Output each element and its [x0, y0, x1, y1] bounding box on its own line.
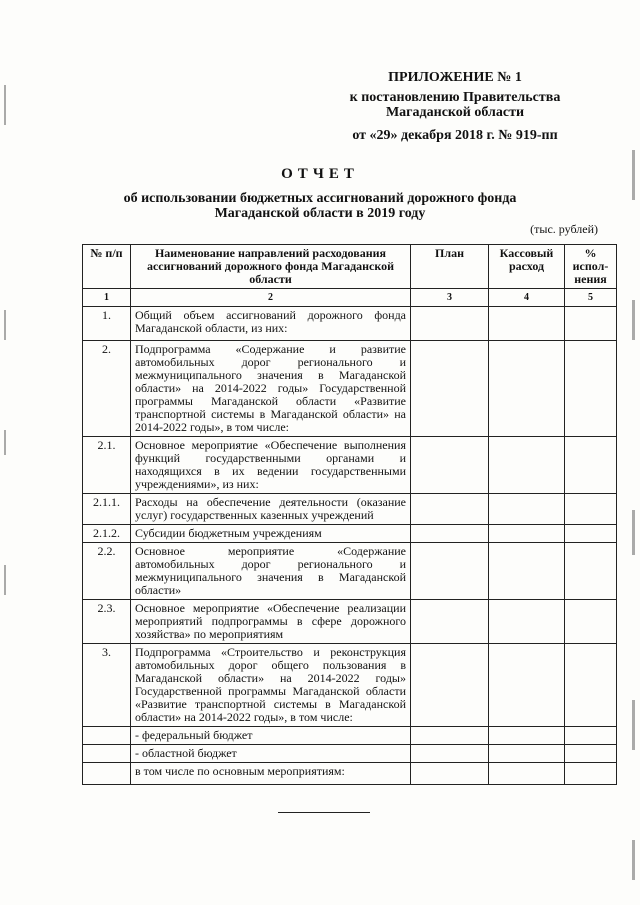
scan-mark-left-1	[4, 85, 6, 125]
plan-cell	[411, 543, 489, 600]
row-name: Общий объем ассигнований дорожного фонда Магаданской области, из них:	[131, 307, 411, 341]
cash-cell	[489, 543, 565, 600]
plan-cell	[411, 494, 489, 525]
plan-cell	[411, 745, 489, 763]
cash-cell	[489, 341, 565, 437]
percent-cell	[565, 763, 617, 785]
row-number	[83, 763, 131, 785]
scan-mark-left-3	[4, 430, 6, 455]
annex-to: к постановлению Правительства	[349, 90, 561, 105]
scan-mark-right-4	[632, 700, 635, 750]
column-number-row	[83, 289, 617, 307]
row-name: Основное мероприятие «Обеспечение выполнения функций государственными органами и находящихся в их ведении государственными учреждениями», из них:	[131, 437, 411, 494]
plan-cell	[411, 644, 489, 727]
plan-cell	[411, 600, 489, 644]
column-number: 3	[411, 289, 489, 307]
percent-cell	[565, 307, 617, 341]
percent-cell	[565, 543, 617, 600]
column-number: 4	[489, 289, 565, 307]
table-row	[83, 745, 617, 763]
cash-cell	[489, 727, 565, 745]
row-number: 2.1.2.	[83, 525, 131, 543]
scan-mark-right-3	[632, 510, 635, 555]
report-title: ОТЧЕТ	[281, 166, 359, 182]
row-name: Подпрограмма «Строительство и реконструкция автомобильных дорог общего пользования в Магаданской области» на 2014-2022 годы» Государственной программы Магаданской области «Развитие транспортной системы в Магаданской области» на 2014-2022 годы», в том числе:	[131, 644, 411, 727]
plan-cell	[411, 307, 489, 341]
row-number: 2.2.	[83, 543, 131, 600]
row-name: Расходы на обеспечение деятельности (оказание услуг) государственных казенных учреждений	[131, 494, 411, 525]
header-number: № п/п	[83, 245, 131, 289]
header-percent: % испол-нения	[565, 245, 617, 289]
scan-mark-left-2	[4, 310, 6, 340]
plan-cell	[411, 727, 489, 745]
table-row	[83, 341, 617, 437]
percent-cell	[565, 745, 617, 763]
column-number: 2	[131, 289, 411, 307]
table-row	[83, 307, 617, 341]
cash-cell	[489, 600, 565, 644]
row-number: 2.	[83, 341, 131, 437]
table-row	[83, 644, 617, 727]
report-table	[82, 244, 617, 785]
header-cash: Кассовый расход	[489, 245, 565, 289]
plan-cell	[411, 763, 489, 785]
row-number: 2.3.	[83, 600, 131, 644]
plan-cell	[411, 437, 489, 494]
footer-divider	[278, 812, 370, 813]
scan-mark-right-5	[632, 840, 635, 880]
plan-cell	[411, 341, 489, 437]
percent-cell	[565, 525, 617, 543]
row-name: Основное мероприятие «Содержание автомобильных дорог регионального и межмуниципального значения в Магаданской области»	[131, 543, 411, 600]
column-number: 1	[83, 289, 131, 307]
table-header-row	[83, 245, 617, 289]
percent-cell	[565, 644, 617, 727]
cash-cell	[489, 763, 565, 785]
row-name: - федеральный бюджет	[131, 727, 411, 745]
table-row	[83, 437, 617, 494]
scan-mark-left-4	[4, 565, 6, 595]
cash-cell	[489, 644, 565, 727]
header-plan: План	[411, 245, 489, 289]
table-row	[83, 727, 617, 745]
row-name: Основное мероприятие «Обеспечение реализации мероприятий подпрограммы в сфере дорожного хозяйства» по мероприятиям	[131, 600, 411, 644]
percent-cell	[565, 727, 617, 745]
units-label: (тыс. рублей)	[530, 222, 598, 236]
row-number: 2.1.	[83, 437, 131, 494]
row-number: 2.1.1.	[83, 494, 131, 525]
row-name: Субсидии бюджетным учреждениям	[131, 525, 411, 543]
cash-cell	[489, 437, 565, 494]
row-name: Подпрограмма «Содержание и развитие автомобильных дорог регионального и межмуниципального значения в Магаданской области» на 2014-2022 годы» Государственной программы Магаданской области «Развитие транспортной системы в Магаданской области» на 2014-2022 годы», в том числе:	[131, 341, 411, 437]
row-number	[83, 727, 131, 745]
row-number	[83, 745, 131, 763]
row-number: 3.	[83, 644, 131, 727]
plan-cell	[411, 525, 489, 543]
annex-region: Магаданской области	[385, 105, 525, 120]
percent-cell	[565, 437, 617, 494]
table-row	[83, 494, 617, 525]
percent-cell	[565, 494, 617, 525]
column-number: 5	[565, 289, 617, 307]
cash-cell	[489, 307, 565, 341]
row-name: - областной бюджет	[131, 745, 411, 763]
annex-title: ПРИЛОЖЕНИЕ № 1	[388, 70, 522, 85]
report-subtitle-line2: Магаданской области в 2019 году	[214, 206, 426, 221]
table-row	[83, 525, 617, 543]
cash-cell	[489, 494, 565, 525]
percent-cell	[565, 341, 617, 437]
scan-mark-right-2	[632, 300, 635, 340]
cash-cell	[489, 745, 565, 763]
report-subtitle-line1: об использовании бюджетных ассигнований дорожного фонда	[123, 191, 517, 206]
table-row	[83, 543, 617, 600]
row-name: в том числе по основным мероприятиям:	[131, 763, 411, 785]
header-name: Наименование направлений расходования ассигнований дорожного фонда Магаданской области	[131, 245, 411, 289]
annex-date: от «29» декабря 2018 г. № 919-пп	[352, 128, 558, 143]
table-row	[83, 763, 617, 785]
cash-cell	[489, 525, 565, 543]
row-number: 1.	[83, 307, 131, 341]
table-row	[83, 600, 617, 644]
percent-cell	[565, 600, 617, 644]
